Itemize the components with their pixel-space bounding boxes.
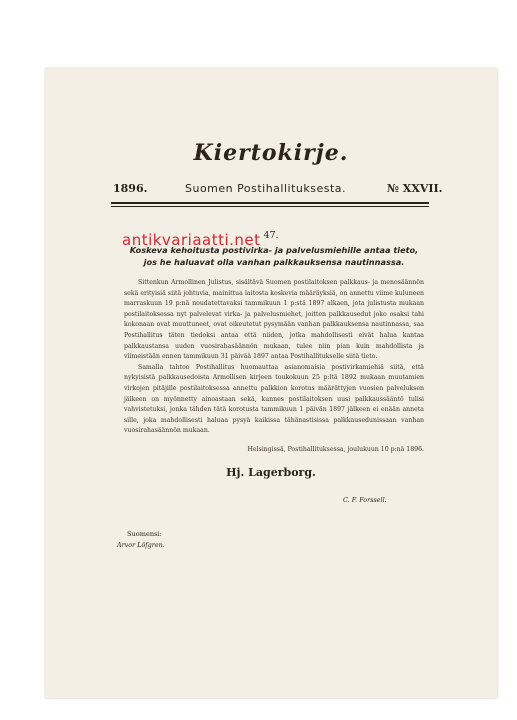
document-number: № XXVII. <box>387 182 443 195</box>
place-date: Helsingissä, Postihallituksessa, joulukuun 10 p:nä 1896. <box>247 446 424 453</box>
document-title: Kiertokirje. <box>193 140 349 166</box>
translator-name: Arvor Löfgren. <box>117 541 165 549</box>
countersignature: C. F. Forssell. <box>343 496 387 504</box>
header-rule-thin <box>111 206 429 207</box>
article-subject: Koskeva kehoitusta postivirka- ja palvelusmiehille antaa tieto, jos he haluavat olla vanhan palkkauksensa nautinnassa. <box>129 245 419 267</box>
signature: Hj. Lagerborg. <box>226 466 316 479</box>
watermark-text: antikvariaatti.net <box>122 231 261 249</box>
article-body <box>124 278 424 437</box>
document-issuer: Suomen Postihallituksesta. <box>185 182 347 195</box>
article-number: 47. <box>263 230 279 241</box>
document-year: 1896. <box>113 182 148 195</box>
paragraph-2: Samalla tahtoo Postihallitus huomauttaa asianomaisia postivirkamiehiä siitä, että nykyisistä palkkausedoista Armollisen kirjeen toukokuun 25 p:ltä 1892 mukaan muutamien virkojen pitäjille postilaitoksessa annettu palkkion korotus määrättyjen vuosien palveluksen jälkeen on myönnetty ainoastaan sekä, kunnes postilaitoksen uusi palkkaussääntö tulisi vahvistetuksi, jonka tähden tätä korotusta tammikuun 1 päivän 1897 jälkeen ei enään anneta sille, joka mahdollisesti haluaa pysyä kaikissa tähänastisissa palkkausedunissaan vanhan vuosirahasäännön mukaan. <box>124 363 424 435</box>
translation-label: Suomensi: <box>127 530 162 538</box>
header-rule-thick <box>111 202 429 204</box>
paragraph-1: Sittenkun Armollinen Julistus, sisältävä Suomen postilaitoksen palkkaus- ja menosäännön sekä erityisiä siitä johtuvia, mainittua laitosta koskevia määräyksiä, on annettu viime kuluneen marraskuun 19 p:nä noudatettavaksi tammikuun 1 p:stä 1897 alkaen, jota julistusta mukaan postilaitoksessa nyt palvelevat virka- ja palvelusmiehet, joitten palkkausedut joko osaksi tahi kokonaan ovat muuttuneet, ovat oikeutetut pysymään vanhan palkkauksensa nautinnassa, saa Postihallitus täten tiedoksi antaa että niiden, jotka mahdollisesti eivät halua kantaa palkkaustansa uuden vuosirahasäännön mukaan, tulee niin pian kuin mahdollista ja viimeistään ennen tammikuun 31 päivää 1897 antaa Postihallitukselle siitä tieto. <box>124 279 424 361</box>
document-sheet <box>45 68 497 698</box>
